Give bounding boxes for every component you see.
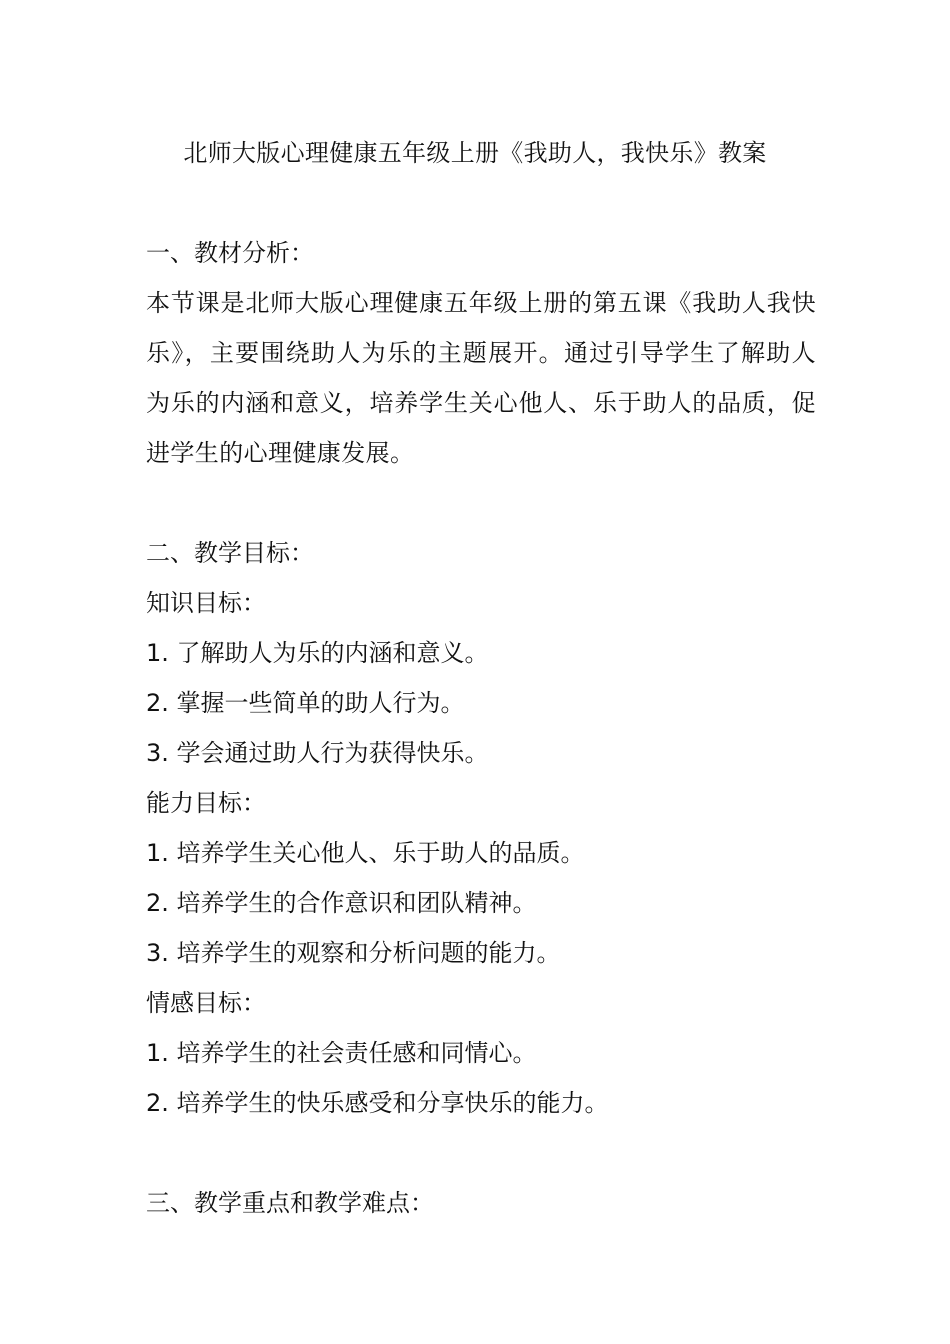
- blank-line: [146, 478, 816, 528]
- textbook-analysis-paragraph: 本节课是北师大版心理健康五年级上册的第五课《我助人我快乐》，主要围绕助人为乐的主题展开。通过引导学生了解助人为乐的内涵和意义，培养学生关心他人、乐于助人的品质，促进学生的心理健康发展。: [146, 289, 816, 467]
- ability-goal-item: 2. 培养学生的合作意识和团队精神。: [146, 889, 537, 917]
- knowledge-goal-item: 2. 掌握一些简单的助人行为。: [146, 689, 465, 717]
- document-body: [146, 228, 816, 1228]
- ability-goals-label: 能力目标：: [146, 789, 266, 817]
- ability-goal-item: 1. 培养学生关心他人、乐于助人的品质。: [146, 839, 585, 867]
- emotion-goal-item: 1. 培养学生的社会责任感和同情心。: [146, 1039, 537, 1067]
- section-heading-textbook-analysis: 一、教材分析：: [146, 239, 314, 267]
- emotion-goals-label: 情感目标：: [146, 989, 266, 1017]
- emotion-goal-item: 2. 培养学生的快乐感受和分享快乐的能力。: [146, 1089, 609, 1117]
- knowledge-goal-item: 3. 学会通过助人行为获得快乐。: [146, 739, 489, 767]
- blank-line: [146, 1128, 816, 1178]
- knowledge-goals-label: 知识目标：: [146, 589, 266, 617]
- section-heading-key-points: 三、教学重点和教学难点：: [146, 1189, 434, 1217]
- section-heading-teaching-goals: 二、教学目标：: [146, 539, 314, 567]
- knowledge-goal-item: 1. 了解助人为乐的内涵和意义。: [146, 639, 489, 667]
- document-title: 北师大版心理健康五年级上册《我助人，我快乐》教案: [183, 139, 767, 167]
- ability-goal-item: 3. 培养学生的观察和分析问题的能力。: [146, 939, 561, 967]
